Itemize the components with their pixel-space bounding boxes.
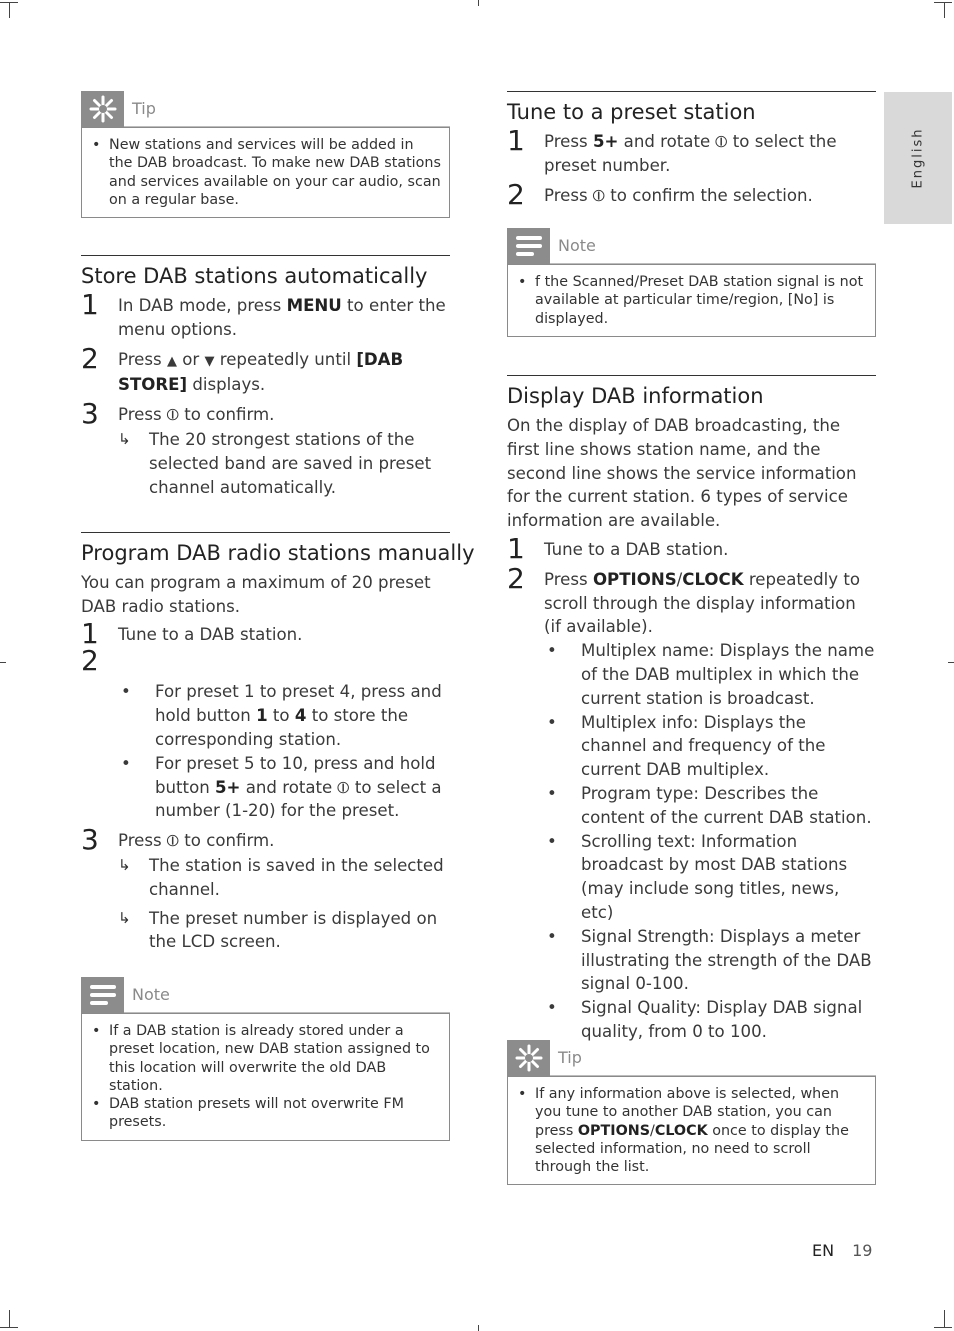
crop-mark xyxy=(478,0,479,6)
crop-mark xyxy=(934,1327,952,1328)
knob-icon: ⦶ xyxy=(337,777,350,797)
tip-title: Tip xyxy=(558,1048,582,1067)
store-step-2: 2 Press ▲ or ▼ repeatedly until [DAB STORE] displays. xyxy=(81,341,404,395)
crop-mark xyxy=(948,662,954,663)
display-section xyxy=(507,375,876,1044)
knob-icon: ⦶ xyxy=(166,405,180,425)
crop-mark xyxy=(934,2,952,3)
crop-mark xyxy=(0,662,6,663)
note-item: • If a DAB station is already stored under a preset location, new DAB station assigned to this location will overwrite the old DAB station. xyxy=(92,1022,441,1095)
tune-step-1: 1 Press 5+ and rotate ⦶ to select the preset number. xyxy=(507,124,837,175)
result-arrow-icon: ↳ xyxy=(118,855,131,874)
note-box xyxy=(507,228,876,337)
down-arrow-icon: ▼ xyxy=(204,353,215,369)
note-box xyxy=(81,977,450,1141)
note-item: • DAB station presets will not overwrite FM presets. xyxy=(92,1095,441,1132)
tip-icon xyxy=(81,91,124,127)
crop-mark xyxy=(9,1310,10,1327)
tip-box xyxy=(81,91,450,218)
language-tab xyxy=(884,92,952,224)
tip-box xyxy=(507,1040,876,1185)
program-title: Program DAB radio stations manually xyxy=(81,541,475,565)
crop-mark xyxy=(478,1325,479,1331)
up-arrow-icon: ▲ xyxy=(166,353,177,369)
display-info-item: • Signal Quality: Display DAB signal quality, from 0 to 100. xyxy=(544,996,876,1044)
knob-icon: ⦶ xyxy=(166,831,180,851)
store-title: Store DAB stations automatically xyxy=(81,264,428,288)
crop-mark xyxy=(9,2,10,18)
tip-item: • New stations and services will be added in the DAB broadcast. To make new DAB stations and services available on your car audio, scan on a regular base. xyxy=(92,136,441,209)
display-intro: On the display of DAB broadcasting, the first line shows station name, and the second line shows the service information for the current station. 6 types of service information are available. xyxy=(507,416,857,531)
tip-icon xyxy=(507,1040,550,1076)
program-bullet: • For preset 5 to 10, press and hold button 5+ and rotate ⦶ to select a number (1-20) for the preset. xyxy=(118,752,450,823)
knob-icon: ⦶ xyxy=(592,185,606,205)
crop-mark xyxy=(944,2,945,18)
display-info-item: • Program type: Describes the content of the current DAB station. xyxy=(544,782,876,830)
result-arrow-icon: ↳ xyxy=(118,429,131,448)
crop-mark xyxy=(0,1327,18,1328)
language-label: English xyxy=(910,127,926,189)
note-title: Note xyxy=(558,236,596,255)
store-step-3: 3 Press ⦶ to confirm. ↳ The 20 strongest stations of the selected band are saved in preset channel automatically. xyxy=(81,397,432,497)
store-section xyxy=(81,255,450,499)
display-step-1: 1 Tune to a DAB station. xyxy=(507,531,729,565)
display-title: Display DAB information xyxy=(507,384,764,408)
result-arrow-icon: ↳ xyxy=(118,908,131,927)
program-step-2: 2 • For preset 1 to preset 4, press and hold button 1 to 4 to store the corresponding station. • For preset 5 to 10, press and hold button 5+ and rotate ⦶ to select a number (1-20) for the preset. xyxy=(81,650,450,823)
display-info-item: • Scrolling text: Information broadcast by most DAB stations (may include song titles, news, etc) xyxy=(544,830,876,925)
store-step-1: 1 In DAB mode, press MENU to enter the menu options. xyxy=(81,288,446,339)
display-info-item: • Multiplex info: Displays the channel and frequency of the current DAB multiplex. xyxy=(544,711,876,782)
program-bullet: • For preset 1 to preset 4, press and hold button 1 to 4 to store the corresponding station. xyxy=(118,680,450,751)
note-icon xyxy=(507,228,550,264)
tip-title: Tip xyxy=(132,99,156,118)
tip-item: • If any information above is selected, when you tune to another DAB station, you can press OPTIONS/CLOCK once to display the selected information, no need to scroll through the list. xyxy=(518,1085,867,1176)
program-intro: You can program a maximum of 20 preset DAB radio stations. xyxy=(81,573,431,616)
page-footer xyxy=(812,1241,872,1260)
knob-icon: ⦶ xyxy=(715,132,728,151)
display-info-item: • Multiplex name: Displays the name of the DAB multiplex in which the current station is broadcast. xyxy=(544,639,876,710)
tune-title: Tune to a preset station xyxy=(507,100,756,124)
tune-section xyxy=(507,91,876,211)
tune-step-2: 2 Press ⦶ to confirm the selection. xyxy=(507,177,813,211)
page-number: 19 xyxy=(852,1241,873,1260)
display-step-2: 2 Press OPTIONS/CLOCK repeatedly to scroll through the display information (if available). • Multiplex name: Displays the name of the DAB multiplex in which the current station is broadcast. • Multiplex info: Displays the channel and frequency of the current DAB multiplex. • Program type: Describes the content of the current DAB station. • Scrolling text: Information broadcast by most DAB stations (may include song titles, news, etc) • Signal Strength: Displays a meter illustrating the strength of the DAB signal 0-100. • Signal Quality: Display DAB signal quality, from 0 to 100. xyxy=(507,568,876,1044)
program-step-3: 3 Press ⦶ to confirm. ↳ The station is saved in the selected channel. ↳ The preset number is displayed on the LCD screen. xyxy=(81,823,444,952)
display-info-item: • Signal Strength: Displays a meter illustrating the strength of the DAB signal 0-100. xyxy=(544,925,876,996)
program-section xyxy=(81,532,475,954)
program-step-1: 1 Tune to a DAB station. xyxy=(81,616,303,650)
note-title: Note xyxy=(132,985,170,1004)
note-icon xyxy=(81,977,124,1013)
crop-mark xyxy=(944,1310,945,1327)
footer-language: EN xyxy=(812,1241,835,1260)
note-item: • f the Scanned/Preset DAB station signal is not available at particular time/region, [No] is displayed. xyxy=(518,273,867,328)
